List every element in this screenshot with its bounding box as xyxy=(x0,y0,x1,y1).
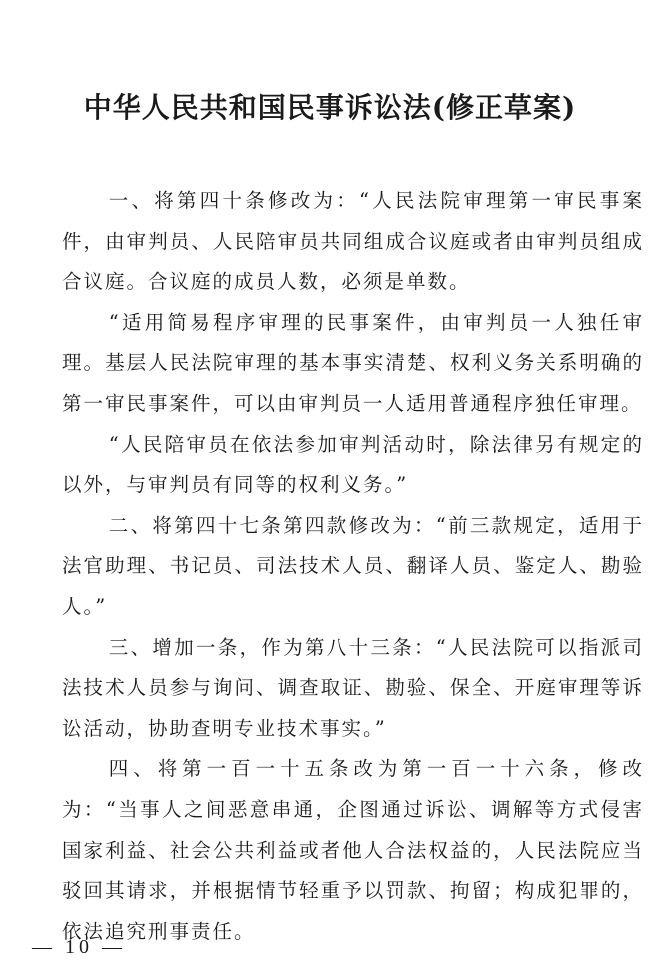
paragraph-people-assessors: “人民陪审员在依法参加审判活动时，除法律另有规定的以外，与审判员有同等的权利义务。” xyxy=(62,432,644,497)
paragraph-simplified-procedure: “适用简易程序审理的民事案件，由审判员一人独任审理。基层人民法院审理的基本事实清楚、权利义务关系明确的第一审民事案件，可以由审判员一人适用普通程序独任审理。 xyxy=(62,310,644,415)
document-title: 中华人民共和国民事诉讼法(修正草案) xyxy=(83,91,577,124)
paragraph-article-116: 四、将第一百一十五条改为第一百一十六条，修改为：“当事人之间恶意串通，企图通过诉讼、调解等方式侵害国家利益、社会公共利益或者他人合法权益的，人民法院应当驳回其请求，并根据情节轻重予以罚款、拘留；构成犯罪的，依法追究刑事责任。 xyxy=(62,757,644,943)
document-body xyxy=(62,181,644,952)
paragraph-article-40: 一、将第四十条修改为：“人民法院审理第一审民事案件，由审判员、人民陪审员共同组成合议庭或者由审判员组成合议庭。合议庭的成员人数，必须是单数。 xyxy=(62,189,644,294)
paragraph-article-83: 三、增加一条，作为第八十三条：“人民法院可以指派司法技术人员参与询问、调查取证、勘验、保全、开庭审理等诉讼活动，协助查明专业技术事实。” xyxy=(62,635,644,740)
page-number: — 10 — xyxy=(32,936,126,958)
paragraph-article-47: 二、将第四十七条第四款修改为：“前三款规定，适用于法官助理、书记员、司法技术人员、翻译人员、鉴定人、勘验人。” xyxy=(62,513,644,618)
